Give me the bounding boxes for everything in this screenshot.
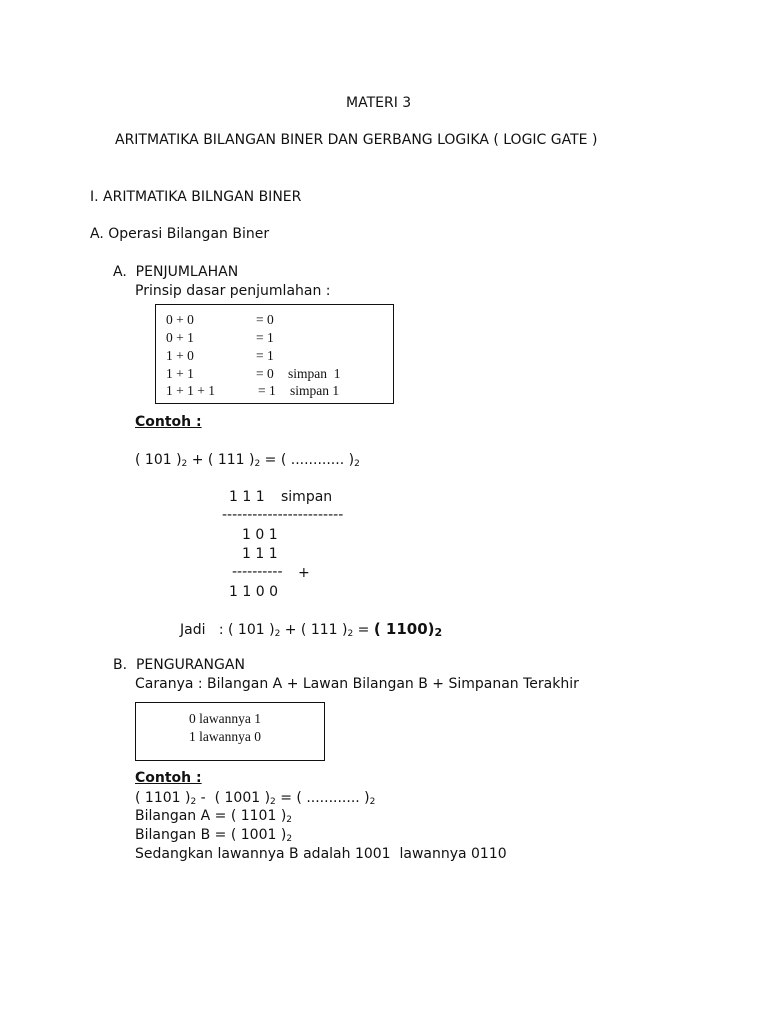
subtraction-problem: ( 1101 )$_2$ - ( 1001 )$_2$ = ( ............ )$_2$ (135, 790, 376, 807)
bilangan-b: Bilangan B = ( 1001 )$_2$ (135, 827, 293, 844)
section-heading-a: A. Operasi Bilangan Biner (90, 226, 270, 242)
penjumlahan-intro: Prinsip dasar penjumlahan : (135, 283, 331, 299)
pengurangan-method: Caranya : Bilangan A + Lawan Bilangan B + Simpanan Terakhir (135, 676, 579, 692)
pengurangan-heading: B. PENGURANGAN (113, 657, 245, 673)
rule-result: = 1 (256, 348, 274, 363)
lawan-rule: 0 lawannya 1 (189, 711, 261, 726)
bilangan-a: Bilangan A = ( 1101 )$_2$ (135, 808, 293, 825)
page-title: MATERI 3 (346, 95, 412, 111)
rule-note: simpan 1 (288, 366, 341, 381)
rule-expr: 1 + 1 + 1 (166, 383, 215, 398)
section-heading-1: I. ARITMATIKA BILNGAN BINER (90, 189, 302, 205)
rule-expr: 0 + 1 (166, 330, 194, 345)
addition-conclusion: Jadi : ( 101 )$_2$ + ( 111 )$_2$ = ( $1100)_2$ (180, 620, 443, 639)
page-subtitle: ARITMATIKA BILANGAN BINER DAN GERBANG LOGIKA ( LOGIC GATE ) (115, 132, 598, 148)
lawan-rule: 1 lawannya 0 (189, 729, 261, 744)
lawan-b: Sedangkan lawannya B adalah 1001 lawannya 0110 (135, 846, 507, 862)
rule-result: = 1 (258, 383, 276, 398)
addend-1: 1 0 1 (242, 527, 278, 543)
contoh-label: Contoh : (135, 414, 202, 430)
carry-label: simpan (281, 489, 333, 505)
rule-expr: 1 + 0 (166, 348, 194, 363)
contoh-label: Contoh : (135, 770, 202, 786)
rule-expr: 1 + 1 (166, 366, 194, 381)
subtraction-rules-box (135, 702, 325, 761)
dash-line-short: ---------- (232, 564, 283, 580)
rule-result: = 1 (256, 330, 274, 345)
dash-line-long: ------------------------ (222, 507, 344, 523)
addition-problem: ( 101 )$_2$ + ( 111 )$_2$ = ( ............ )$_2$ (135, 452, 360, 469)
penjumlahan-heading: A. PENJUMLAHAN (113, 264, 239, 280)
rule-expr: 0 + 0 (166, 312, 194, 327)
carry-digits: 1 1 1 (229, 489, 265, 505)
rule-result: = 0 (256, 366, 274, 381)
rule-note: simpan 1 (290, 383, 340, 398)
rule-result: = 0 (256, 312, 274, 327)
plus-sign: + (298, 565, 310, 581)
addend-2: 1 1 1 (242, 546, 278, 562)
sum-result: 1 1 0 0 (229, 584, 278, 600)
addition-rules-box (155, 304, 394, 404)
